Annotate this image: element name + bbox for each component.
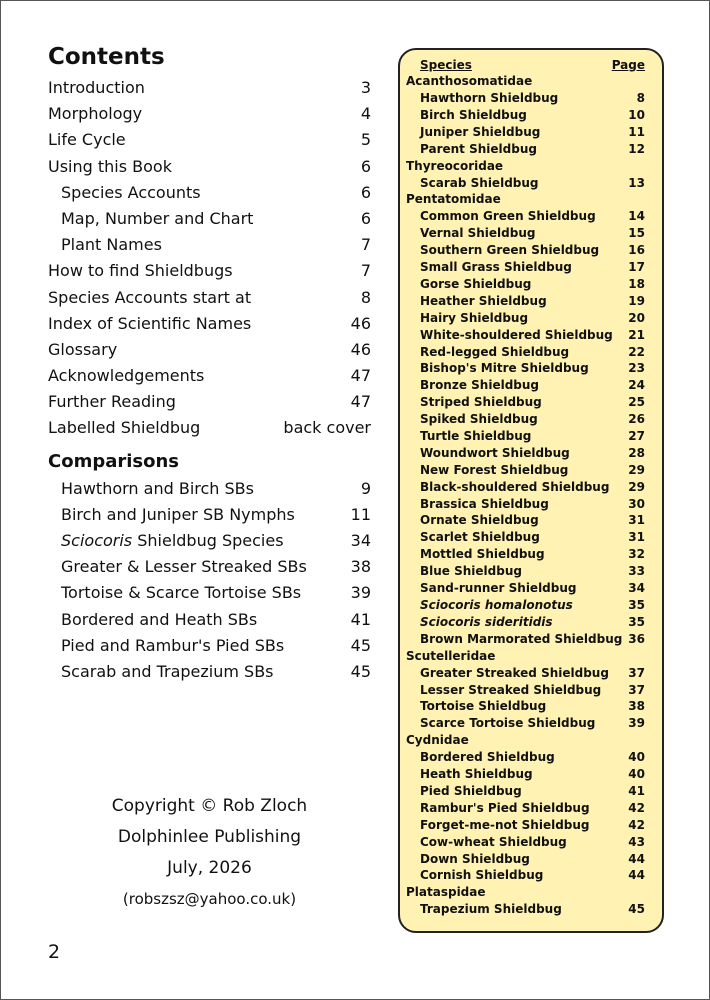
species-entry [406, 783, 645, 800]
species-entry [406, 327, 645, 344]
species-page: 28 [628, 445, 645, 460]
species-name: Scarce Tortoise Shieldbug [420, 716, 596, 731]
species-name: Juniper Shieldbug [420, 124, 541, 139]
species-entry [406, 242, 645, 259]
contents-entry-page: 5 [360, 130, 371, 150]
species-entry [406, 360, 645, 377]
species-entry [406, 834, 645, 851]
comparison-entry-label [48, 607, 257, 633]
species-page: 26 [628, 412, 645, 427]
species-name: Bordered Shieldbug [420, 750, 555, 765]
email-line: (robszsz@yahoo.co.uk) [122, 890, 297, 908]
species-entry [406, 496, 645, 513]
species-page: 27 [628, 429, 645, 444]
species-entry [406, 90, 645, 107]
species-page: 38 [628, 699, 645, 714]
species-entry [406, 259, 645, 276]
comparison-entry-text: Greater & Lesser Streaked SBs [61, 557, 307, 577]
species-entry [406, 580, 645, 597]
species-page: 17 [628, 260, 645, 275]
species-name: Heath Shieldbug [420, 767, 533, 782]
comparison-entry-page: 38 [350, 557, 371, 577]
contents-entry-page: 4 [360, 104, 371, 124]
species-page: 8 [636, 91, 645, 105]
comparisons-heading: Comparisons [48, 450, 180, 472]
species-name: Down Shieldbug [420, 851, 530, 866]
species-name: Greater Streaked Shieldbug [420, 665, 609, 680]
species-name: Scarlet Shieldbug [420, 530, 540, 545]
species-page: 18 [628, 277, 645, 292]
contents-entry [48, 311, 371, 337]
species-page: 35 [628, 614, 645, 629]
contents-entry [48, 363, 371, 389]
contents-entry [48, 154, 371, 180]
species-entry [406, 377, 645, 394]
species-entry [406, 901, 645, 918]
species-entry [406, 682, 645, 699]
species-page: 45 [628, 902, 645, 917]
species-entry [406, 546, 645, 563]
species-name: Gorse Shieldbug [420, 277, 532, 292]
contents-entry-label: How to find Shieldbugs [48, 261, 233, 281]
comparisons-list [48, 476, 371, 686]
species-entry [406, 766, 645, 783]
contents-entry [48, 180, 371, 206]
contents-entry-page: 6 [360, 156, 371, 176]
species-list [406, 73, 645, 918]
contents-entry-page: 6 [360, 182, 371, 202]
contents-entry [48, 389, 371, 415]
species-name: Birch Shieldbug [420, 107, 527, 122]
contents-entry-page: back cover [283, 418, 371, 438]
comparison-entry-page: 34 [350, 531, 371, 550]
contents-entry-label: Morphology [48, 104, 143, 124]
contents-entry-label: Glossary [48, 339, 118, 359]
species-page: 24 [628, 378, 645, 393]
comparison-entry [48, 659, 371, 685]
contents-entry-page: 8 [360, 287, 371, 307]
contents-list [48, 75, 371, 442]
contents-entry-page: 46 [350, 313, 371, 333]
species-name: New Forest Shieldbug [420, 462, 569, 477]
species-name: Lesser Streaked Shieldbug [420, 682, 602, 697]
species-entry [406, 631, 645, 648]
species-name: Striped Shieldbug [420, 395, 542, 410]
species-name: Parent Shieldbug [420, 141, 537, 156]
species-page: 16 [628, 243, 645, 258]
species-page: 36 [628, 631, 645, 646]
contents-entry-label: Species Accounts start at [48, 287, 252, 307]
species-entry [406, 208, 645, 225]
species-name: Hawthorn Shieldbug [420, 91, 559, 105]
species-page: 32 [628, 547, 645, 562]
comparison-entry [48, 633, 371, 659]
species-entry [406, 175, 645, 192]
contents-entry-page: 47 [350, 366, 371, 386]
species-entry [406, 344, 645, 361]
contents-entry [48, 415, 371, 441]
comparison-entry-text: Hawthorn and Birch SBs [61, 478, 254, 498]
contents-entry-label: Life Cycle [48, 130, 126, 150]
species-entry [406, 310, 645, 327]
species-name: Heather Shieldbug [420, 293, 547, 308]
species-page: 11 [628, 124, 645, 139]
species-entry [406, 749, 645, 766]
species-page: 42 [628, 800, 645, 815]
family-heading: Plataspidae [406, 885, 486, 900]
species-name: Common Green Shieldbug [420, 209, 596, 224]
species-name: Vernal Shieldbug [420, 226, 536, 241]
species-page: 23 [628, 361, 645, 376]
species-page: 42 [628, 817, 645, 832]
species-page: 12 [628, 141, 645, 156]
family-heading: Acanthosomatidae [406, 74, 533, 88]
species-page: 25 [628, 395, 645, 410]
species-page: 33 [628, 564, 645, 579]
comparison-entry-label [48, 659, 274, 685]
species-page: 35 [628, 597, 645, 612]
species-entry [406, 445, 645, 462]
species-page: 22 [628, 344, 645, 359]
contents-entry [48, 285, 371, 311]
species-name: Sciocoris sideritidis [420, 614, 553, 629]
contents-entry-page: 6 [360, 208, 371, 228]
species-name: Pied Shieldbug [420, 783, 522, 798]
species-entry [406, 800, 645, 817]
species-name: Cow-wheat Shieldbug [420, 834, 567, 849]
species-page: 41 [628, 783, 645, 798]
species-entry [406, 479, 645, 496]
comparison-entry-label [48, 580, 301, 606]
species-page: 30 [628, 496, 645, 511]
contents-entry [48, 232, 371, 258]
species-entry [406, 141, 645, 158]
species-entry [406, 698, 645, 715]
species-page: 31 [628, 530, 645, 545]
species-name: Forget-me-not Shieldbug [420, 817, 590, 832]
species-page: 44 [628, 851, 645, 866]
comparison-entry-page: 41 [350, 609, 371, 629]
comparison-entry-page: 39 [350, 583, 371, 603]
contents-entry [48, 206, 371, 232]
comparison-entry-italic: Sciocoris [61, 531, 133, 550]
species-entry [406, 715, 645, 732]
species-entry [406, 563, 645, 580]
species-name: Sand-runner Shieldbug [420, 581, 577, 596]
species-page: 34 [628, 581, 645, 596]
species-name: White-shouldered Shieldbug [420, 327, 613, 342]
family-heading: Scutelleridae [406, 648, 496, 663]
contents-entry-page: 7 [360, 261, 371, 281]
species-name: Woundwort Shieldbug [420, 445, 570, 460]
comparison-entry-label [48, 633, 284, 659]
species-page: 39 [628, 716, 645, 731]
comparison-entry-label [48, 528, 284, 554]
contents-entry-label: Index of Scientific Names [48, 313, 252, 333]
species-page: 20 [628, 310, 645, 325]
species-entry [406, 851, 645, 868]
species-name: Turtle Shieldbug [420, 429, 532, 444]
comparison-entry [48, 607, 371, 633]
contents-entry-page: 46 [350, 339, 371, 359]
comparison-entry [48, 580, 371, 606]
species-name: Cornish Shieldbug [420, 868, 544, 883]
contents-entry-label: Using this Book [48, 156, 172, 176]
species-page: 14 [628, 209, 645, 224]
comparison-entry-text: Pied and Rambur's Pied SBs [61, 635, 285, 655]
species-name: Spiked Shieldbug [420, 412, 538, 427]
species-page: 40 [628, 750, 645, 765]
page-column-header: Page [611, 58, 645, 72]
contents-column [48, 39, 371, 685]
species-name: Southern Green Shieldbug [420, 243, 600, 258]
species-entry [406, 512, 645, 529]
contents-entry [48, 127, 371, 153]
species-entry [406, 867, 645, 884]
species-name: Rambur's Pied Shieldbug [420, 800, 590, 815]
species-entry [406, 293, 645, 310]
species-entry [406, 597, 645, 614]
species-entry [406, 817, 645, 834]
species-page: 13 [628, 175, 645, 190]
species-entry [406, 124, 645, 141]
species-entry [406, 411, 645, 428]
comparison-entry [48, 554, 371, 580]
species-page: 15 [628, 226, 645, 241]
contents-entry [48, 337, 371, 363]
species-page: 19 [628, 293, 645, 308]
contents-entry [48, 75, 371, 101]
species-page: 21 [628, 327, 645, 342]
species-name: Hairy Shieldbug [420, 310, 529, 325]
species-page: 44 [628, 868, 645, 883]
species-table-header [406, 58, 645, 73]
species-name: Scarab Shieldbug [420, 175, 539, 190]
species-page: 10 [628, 107, 645, 122]
species-entry [406, 428, 645, 445]
contents-entry-page: 7 [360, 235, 371, 255]
species-entry [406, 529, 645, 546]
contents-heading: Contents [48, 44, 165, 70]
species-name: Sciocoris homalonotus [420, 597, 573, 612]
contents-entry-label: Further Reading [48, 392, 176, 412]
comparison-entry-label [48, 554, 307, 580]
comparison-entry-text: Tortoise & Scarce Tortoise SBs [61, 583, 302, 603]
comparison-entry-label [48, 476, 254, 502]
species-entry [406, 225, 645, 242]
species-name: Mottled Shieldbug [420, 547, 545, 562]
contents-entry-label: Map, Number and Chart [61, 208, 254, 228]
contents-entry [48, 258, 371, 284]
species-name: Bronze Shieldbug [420, 378, 540, 393]
page-number: 2 [48, 941, 61, 963]
species-page: 29 [628, 462, 645, 477]
comparison-entry-text: Bordered and Heath SBs [61, 609, 258, 629]
comparison-entry [48, 502, 371, 528]
comparison-entry-text: Shieldbug Species [132, 531, 284, 550]
species-page: 31 [628, 513, 645, 528]
comparison-entry-page: 45 [350, 635, 371, 655]
publisher-line: Dolphinlee Publishing [117, 827, 302, 847]
species-entry [406, 107, 645, 124]
species-page: 37 [628, 665, 645, 680]
contents-entry-label: Labelled Shieldbug [48, 418, 201, 438]
species-name: Brown Marmorated Shieldbug [420, 631, 623, 646]
contents-entry-page: 3 [360, 78, 371, 97]
comparison-entry-text: Birch and Juniper SB Nymphs [61, 504, 295, 524]
species-name: Ornate Shieldbug [420, 513, 539, 528]
species-entry [406, 394, 645, 411]
contents-entry-label: Plant Names [61, 235, 162, 255]
comparison-entry [48, 476, 371, 502]
species-page: 40 [628, 767, 645, 782]
copyright-block [48, 793, 371, 914]
species-name: Brassica Shieldbug [420, 496, 549, 511]
species-name: Bishop's Mitre Shieldbug [420, 361, 589, 376]
comparison-entry-text: Scarab and Trapezium SBs [61, 661, 274, 681]
contents-entry-label: Species Accounts [61, 182, 201, 202]
family-heading: Pentatomidae [406, 192, 501, 207]
contents-entry-label: Acknowledgements [48, 366, 205, 386]
species-index-box [398, 48, 664, 933]
comparison-entry-page: 9 [360, 478, 371, 498]
copyright-line: Copyright © Rob Zloch [111, 796, 308, 816]
contents-entry-label: Introduction [48, 78, 145, 97]
family-heading: Thyreocoridae [406, 158, 504, 173]
species-name: Tortoise Shieldbug [420, 699, 547, 714]
comparison-entry-page: 11 [350, 504, 371, 524]
species-name: Blue Shieldbug [420, 564, 522, 579]
family-heading: Cydnidae [406, 733, 469, 748]
species-entry [406, 665, 645, 682]
contents-entry [48, 101, 371, 127]
species-entry [406, 276, 645, 293]
species-page: 29 [628, 479, 645, 494]
comparison-entry-label [48, 502, 295, 528]
species-page: 43 [628, 834, 645, 849]
species-page: 37 [628, 682, 645, 697]
contents-entry-page: 47 [350, 392, 371, 412]
species-entry [406, 462, 645, 479]
species-column-header: Species [420, 58, 472, 72]
species-name: Small Grass Shieldbug [420, 260, 572, 275]
species-name: Red-legged Shieldbug [420, 344, 570, 359]
date-line: July, 2026 [167, 858, 252, 878]
species-name: Trapezium Shieldbug [420, 902, 562, 917]
species-name: Black-shouldered Shieldbug [420, 479, 610, 494]
comparison-entry [48, 528, 371, 554]
species-entry [406, 614, 645, 631]
comparison-entry-page: 45 [350, 661, 371, 681]
